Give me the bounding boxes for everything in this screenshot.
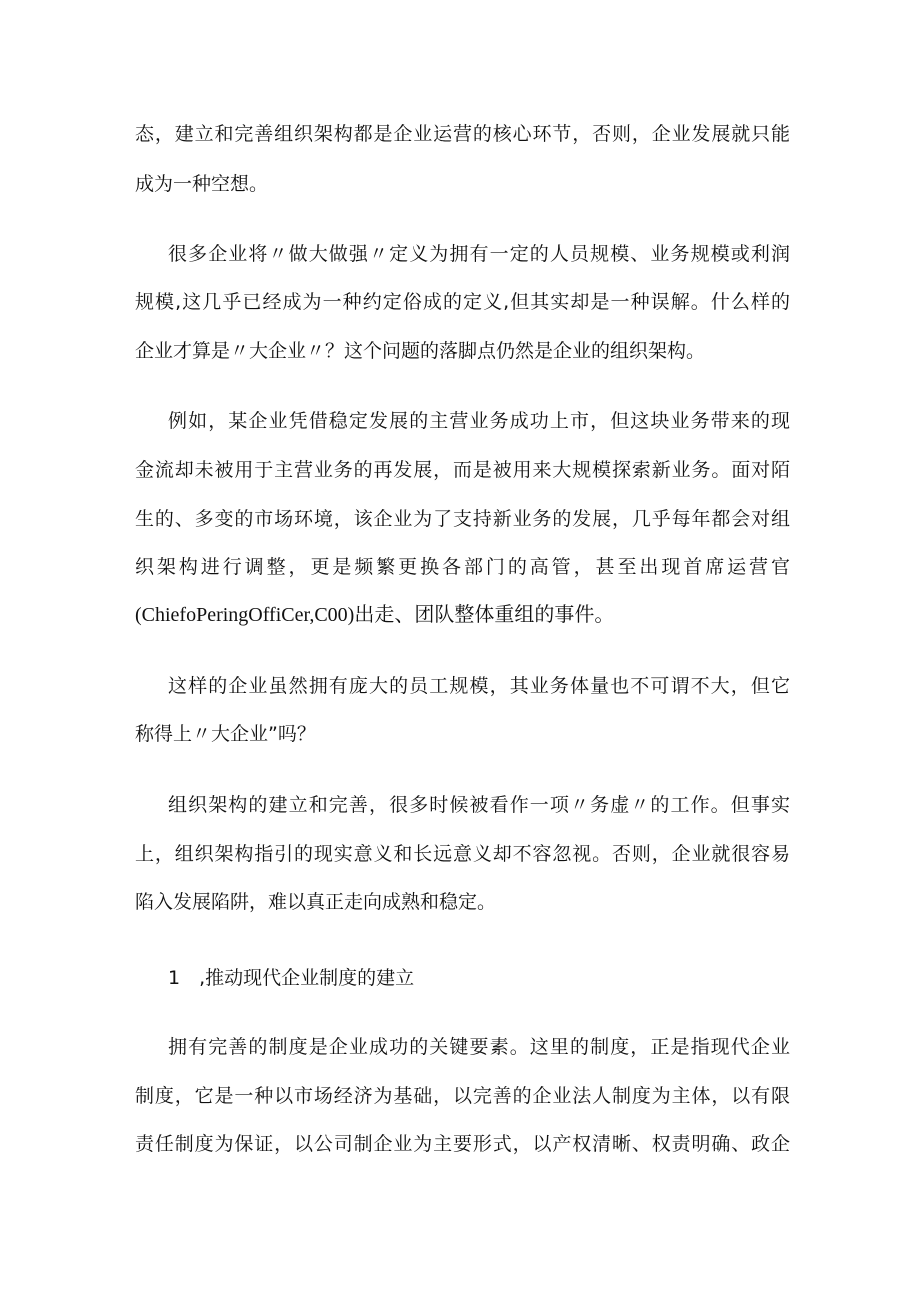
paragraph-4-line-1: 这样的企业虽然拥有庞大的员工规模，其业务体量也不可谓不大，但它 [168,675,790,697]
paragraph-2-line-1: 很多企业将〃做大做强〃定义为拥有一定的人员规模、业务规模或利润 [168,243,790,265]
paragraph-6-line-3: 责任制度为保证，以公司制企业为主要形式，以产权清晰、权责明确、政企 [135,1133,790,1155]
paragraph-3-line-2: 金流却未被用于主营业务的再发展，而是被用来大规模探索新业务。面对陌 [135,459,790,481]
paragraph-3-line-4: 织架构进行调整，更是频繁更换各部门的高管，甚至出现首席运营官 [135,556,790,578]
section-heading: 1 ,推动现代企业制度的建立 [168,967,415,989]
paragraph-3-line-5: (ChiefoPeringOffiCer,C00)出走、团队整体重组的事件。 [135,604,615,626]
paragraph-6-line-2: 制度，它是一种以市场经济为基础，以完善的企业法人制度为主体，以有限 [135,1085,790,1107]
paragraph-5-line-1: 组织架构的建立和完善，很多时候被看作一项〃务虚〃的工作。但事实 [168,794,790,816]
paragraph-1-line-1: 态，建立和完善组织架构都是企业运营的核心环节，否则，企业发展就只能 [135,123,790,145]
paragraph-5-line-2: 上，组织架构指引的现实意义和长远意义却不容忽视。否则，企业就很容易 [135,843,790,865]
paragraph-3-line-1: 例如，某企业凭借稳定发展的主营业务成功上市，但这块业务带来的现 [168,410,790,432]
paragraph-6-line-1: 拥有完善的制度是企业成功的关键要素。这里的制度，正是指现代企业 [168,1036,790,1058]
paragraph-5-line-3: 陷入发展陷阱，难以真正走向成熟和稳定。 [135,891,497,913]
paragraph-3-line-3: 生的、多变的市场环境，该企业为了支持新业务的发展，几乎每年都会对组 [135,508,790,530]
paragraph-2-line-2: 规模,这几乎已经成为一种约定俗成的定义,但其实却是一种误解。什么样的 [135,291,790,313]
paragraph-4-line-2: 称得上〃大企业”吗？ [135,723,316,745]
paragraph-2-line-3: 企业才算是〃大企业〃？这个问题的落脚点仍然是企业的组织架构。 [135,340,706,362]
paragraph-1-line-2: 成为一种空想。 [135,173,269,195]
